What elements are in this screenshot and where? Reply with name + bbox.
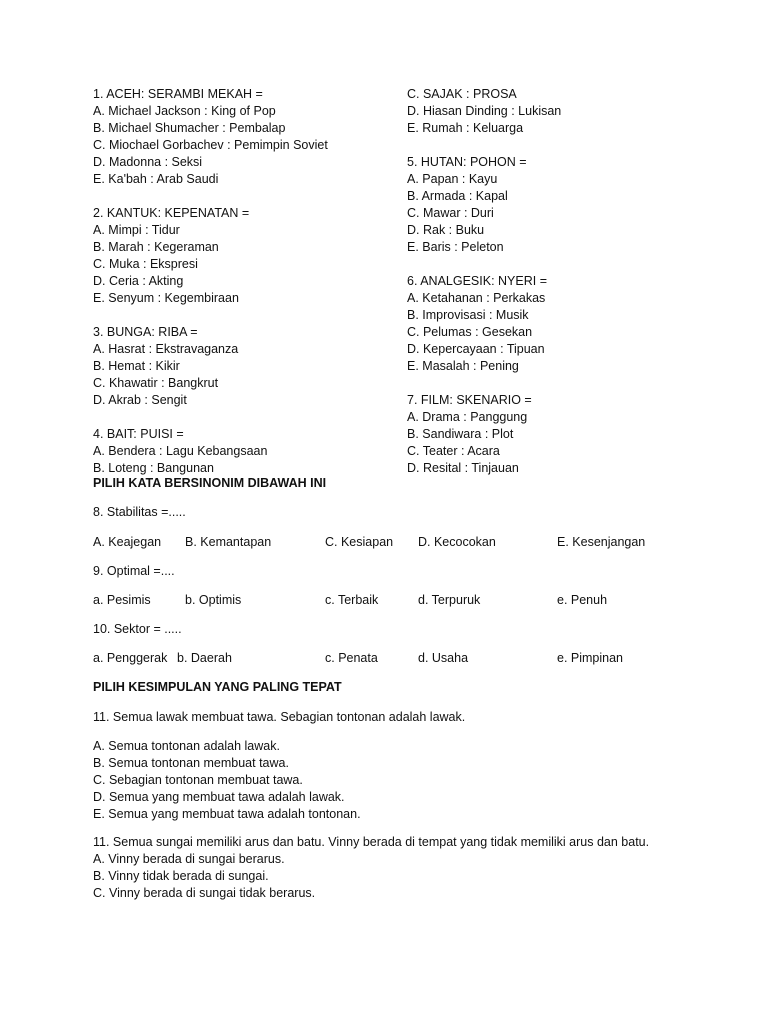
question-4-continued <box>407 86 727 137</box>
option-a: A. Semua tontonan adalah lawak. <box>93 739 280 753</box>
option-d: D. Hiasan Dinding : Lukisan <box>407 104 562 118</box>
option-a: a. Pesimis <box>93 593 151 607</box>
option-b: B. Vinny tidak berada di sungai. <box>93 869 269 883</box>
option-a: A. Mimpi : Tidur <box>93 223 180 237</box>
option-d: D. Kecocokan <box>418 535 496 549</box>
option-c: C. Miochael Gorbachev : Pemimpin Soviet <box>93 138 328 152</box>
option-d: D. Madonna : Seksi <box>93 155 203 169</box>
option-b: B. Marah : Kegeraman <box>93 240 219 254</box>
option-b: B. Armada : Kapal <box>407 189 508 203</box>
question-5 <box>407 154 727 256</box>
question-title: 7. FILM: SKENARIO = <box>407 393 532 407</box>
option-b: B. Michael Shumacher : Pembalap <box>93 121 286 135</box>
option-c: C. Khawatir : Bangkrut <box>93 376 219 390</box>
option-e: E. Masalah : Pening <box>407 359 519 373</box>
option-b: B. Sandiwara : Plot <box>407 427 514 441</box>
synonym-section-heading: PILIH KATA BERSINONIM DIBAWAH INI <box>93 476 327 490</box>
option-b: b. Optimis <box>185 593 242 607</box>
question-2 <box>93 205 393 307</box>
option-c: C. Mawar : Duri <box>407 206 494 220</box>
option-a: A. Vinny berada di sungai berarus. <box>93 852 285 866</box>
option-c: C. Muka : Ekspresi <box>93 257 198 271</box>
option-d: d. Usaha <box>418 651 469 665</box>
analogy-right-column <box>407 86 727 477</box>
question-3 <box>93 324 393 409</box>
option-d: D. Kepercayaan : Tipuan <box>407 342 545 356</box>
question-4 <box>93 426 393 477</box>
option-e: E. Senyum : Kegembiraan <box>93 291 239 305</box>
question-8-options <box>93 534 733 551</box>
option-d: D. Ceria : Akting <box>93 274 184 288</box>
option-d: D. Rak : Buku <box>407 223 485 237</box>
question-11b <box>93 834 683 902</box>
question-10-stem: 10. Sektor = ..... <box>93 622 182 636</box>
option-a: A. Drama : Panggung <box>407 410 528 424</box>
question-9-stem: 9. Optimal =.... <box>93 564 175 578</box>
analogy-left-column <box>93 86 393 477</box>
question-9-options <box>93 592 733 609</box>
question-11b-stem: 11. Semua sungai memiliki arus dan batu. Vinny berada di tempat yang tidak memiliki arus dan batu. <box>93 835 650 849</box>
option-e: e. Penuh <box>557 593 608 607</box>
question-title: 2. KANTUK: KEPENATAN = <box>93 206 250 220</box>
question-7 <box>407 392 727 477</box>
option-e: E. Rumah : Keluarga <box>407 121 524 135</box>
option-b: B. Hemat : Kikir <box>93 359 180 373</box>
option-c: C. Sebagian tontonan membuat tawa. <box>93 773 303 787</box>
option-a: a. Penggerak <box>93 651 168 665</box>
option-d: D. Akrab : Sengit <box>93 393 187 407</box>
option-c: c. Terbaik <box>325 593 379 607</box>
option-e: E. Semua yang membuat tawa adalah tontonan. <box>93 807 361 821</box>
option-a: A. Bendera : Lagu Kebangsaan <box>93 444 268 458</box>
option-e: E. Kesenjangan <box>557 535 646 549</box>
conclusion-section-heading: PILIH KESIMPULAN YANG PALING TEPAT <box>93 680 342 694</box>
option-e: e. Pimpinan <box>557 651 624 665</box>
option-a: A. Papan : Kayu <box>407 172 498 186</box>
option-d: D. Semua yang membuat tawa adalah lawak. <box>93 790 345 804</box>
option-b: B. Improvisasi : Musik <box>407 308 529 322</box>
question-11-stem: 11. Semua lawak membuat tawa. Sebagian tontonan adalah lawak. <box>93 710 466 724</box>
option-b: b. Daerah <box>177 651 232 665</box>
option-c: C. Vinny berada di sungai tidak berarus. <box>93 886 316 900</box>
option-c: C. Teater : Acara <box>407 444 500 458</box>
question-10-options <box>93 650 733 667</box>
question-title: 3. BUNGA: RIBA = <box>93 325 198 339</box>
option-a: A. Hasrat : Ekstravaganza <box>93 342 239 356</box>
question-title: 4. BAIT: PUISI = <box>93 427 184 441</box>
option-c: C. SAJAK : PROSA <box>407 87 517 101</box>
question-title: 1. ACEH: SERAMBI MEKAH = <box>93 87 263 101</box>
option-b: B. Loteng : Bangunan <box>93 461 214 475</box>
option-d: D. Resital : Tinjauan <box>407 461 519 475</box>
option-e: E. Ka'bah : Arab Saudi <box>93 172 219 186</box>
option-c: C. Pelumas : Gesekan <box>407 325 533 339</box>
question-11-options <box>93 738 683 823</box>
option-e: E. Baris : Peleton <box>407 240 504 254</box>
option-b: B. Semua tontonan membuat tawa. <box>93 756 289 770</box>
option-c: c. Penata <box>325 651 378 665</box>
option-c: C. Kesiapan <box>325 535 394 549</box>
question-1 <box>93 86 393 188</box>
option-a: A. Keajegan <box>93 535 162 549</box>
option-a: A. Ketahanan : Perkakas <box>407 291 546 305</box>
option-d: d. Terpuruk <box>418 593 481 607</box>
option-a: A. Michael Jackson : King of Pop <box>93 104 276 118</box>
question-title: 6. ANALGESIK: NYERI = <box>407 274 547 288</box>
option-b: B. Kemantapan <box>185 535 272 549</box>
question-8-stem: 8. Stabilitas =..... <box>93 505 186 519</box>
question-6 <box>407 273 727 375</box>
question-title: 5. HUTAN: POHON = <box>407 155 527 169</box>
